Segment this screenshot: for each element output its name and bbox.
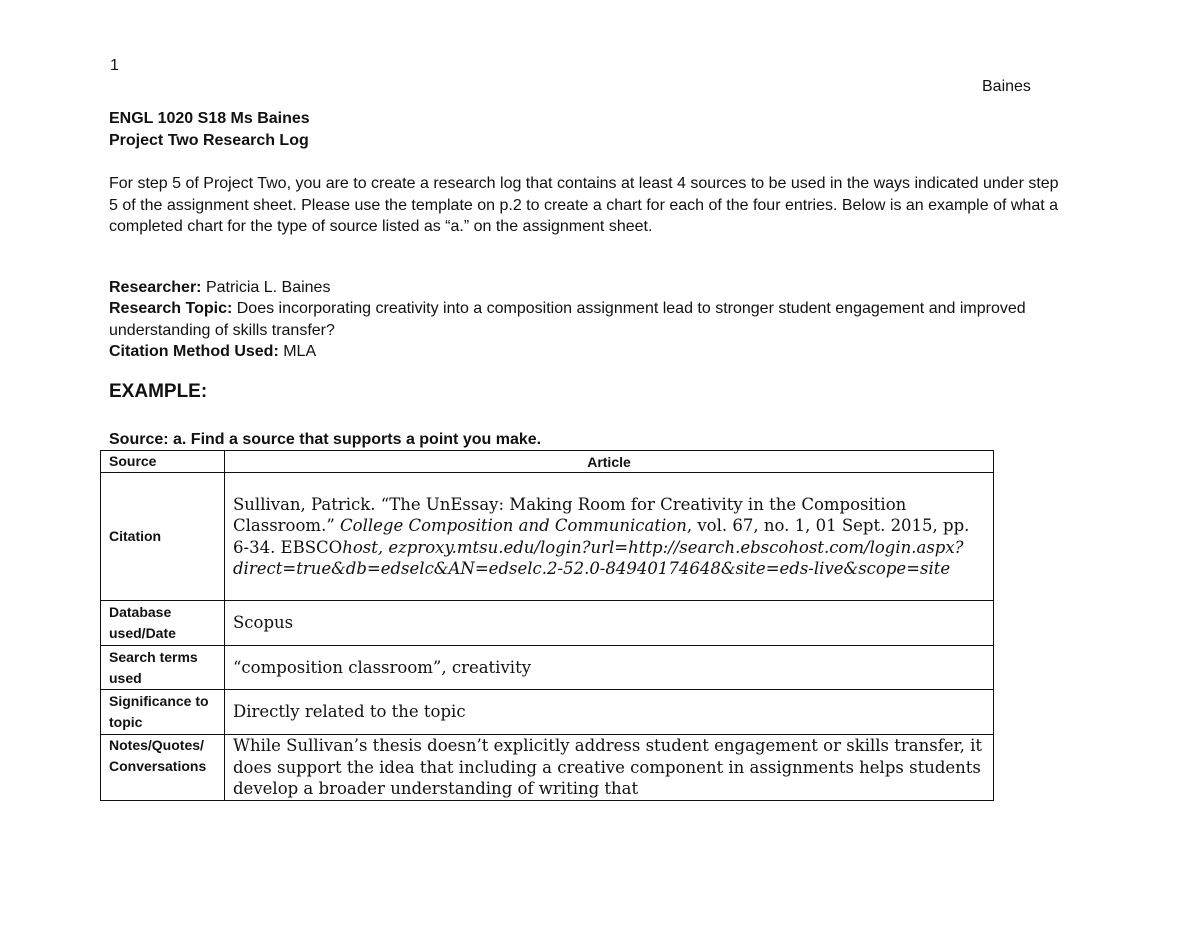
citation-label: Citation [101, 473, 225, 601]
table-header-row [101, 451, 994, 473]
notes-label: Notes/Quotes/ Conversations [101, 735, 225, 801]
source-line: Source: a. Find a source that supports a point you make. [109, 431, 542, 448]
header-article: Article [225, 451, 994, 473]
search-terms-label: Search terms used [101, 646, 225, 690]
table-row-notes [101, 735, 994, 801]
researcher-value: Patricia L. Baines [201, 279, 331, 296]
significance-label: Significance to topic [101, 690, 225, 735]
citation-method-line [109, 341, 1089, 363]
database-label: Database used/Date [101, 601, 225, 646]
table-row-significance [101, 690, 994, 735]
table-row-database [101, 601, 994, 646]
research-topic-label: Research Topic: [109, 300, 233, 317]
table-row-citation [101, 473, 994, 601]
research-log-table [100, 450, 994, 801]
course-title: ENGL 1020 S18 Ms Baines [109, 110, 310, 127]
citation-method-label: Citation Method Used: [109, 343, 279, 360]
researcher-label: Researcher: [109, 279, 202, 296]
citation-text-2: , vol. 67, no. 1, 01 Sept. 2015, pp. 6-34. EBSCO [233, 516, 970, 557]
research-topic-line [109, 298, 1089, 341]
notes-value: While Sullivan’s thesis doesn’t explicitly address student engagement or skills transfer, it does support the idea that including a creative component in assignments helps students develop a broader understanding of writing that [225, 735, 994, 801]
search-terms-value: “composition classroom”, creativity [225, 646, 994, 690]
database-value: Scopus [225, 601, 994, 646]
intro-paragraph: For step 5 of Project Two, you are to create a research log that contains at least 4 sources to be used in the ways indicated under step 5 of the assignment sheet. Please use the template on p.2 to create a chart for each of the four entries. Below is an example of what a completed chart for the type of source listed as “a.” on the assignment sheet. [109, 175, 1059, 235]
document-title: Project Two Research Log [109, 132, 309, 149]
citation-value [225, 473, 994, 601]
example-heading: EXAMPLE: [109, 381, 208, 402]
citation-journal: College Composition and Communication [340, 516, 687, 535]
running-head: Baines [982, 78, 1031, 95]
table-row-search-terms [101, 646, 994, 690]
header-source: Source [101, 451, 225, 473]
citation-url: host, ezproxy.mtsu.edu/login?url=http://search.ebscohost.com/login.aspx?direct=true&db=edselc&AN=edselc.2-52.0-84940174648&site=eds-live&scope=site [233, 537, 964, 578]
citation-text-1: Sullivan, Patrick. “The UnEssay: Making Room for Creativity in the Composition Classroom.” [233, 494, 907, 535]
significance-value: Directly related to the topic [225, 690, 994, 735]
page-number: 1 [110, 57, 119, 74]
researcher-line [109, 277, 1089, 299]
citation-method-value: MLA [278, 343, 317, 360]
research-topic-value: Does incorporating creativity into a composition assignment lead to stronger student engagement and improved understanding of skills transfer? [109, 300, 1026, 339]
